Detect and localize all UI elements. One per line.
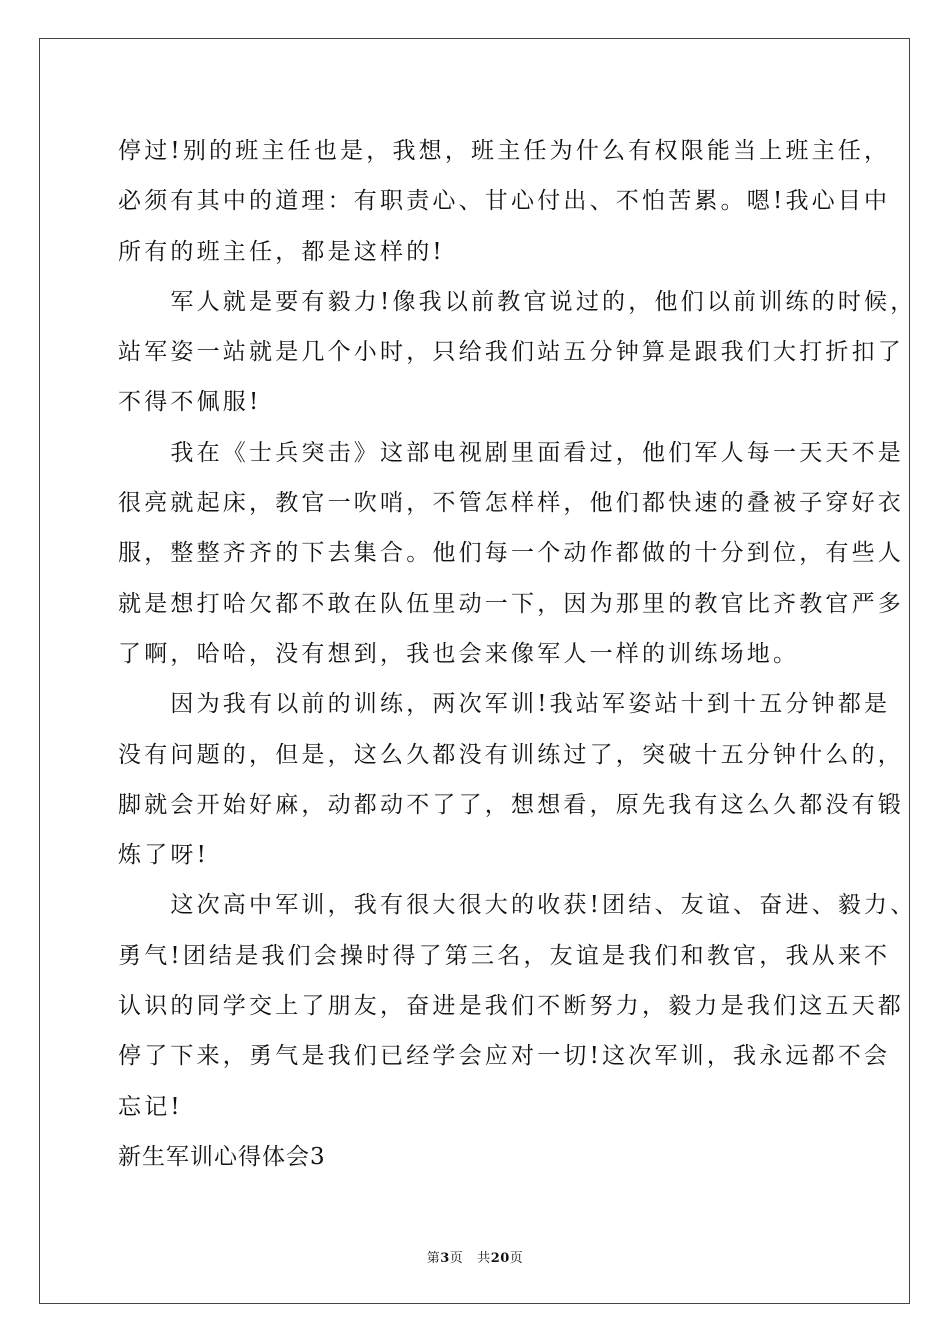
text-line: 认识的同学交上了朋友，奋进是我们不断努力，毅力是我们这五天都	[118, 993, 904, 1020]
text-line: 勇气!团结是我们会操时得了第三名，友谊是我们和教官，我从来不	[118, 942, 891, 969]
footer-prefix: 第	[426, 1251, 441, 1266]
text-line: 没有问题的，但是，这么久都没有训练过了，突破十五分钟什么的，	[118, 741, 904, 768]
text-line: 这次高中军训，我有很大很大的收获!团结、友谊、奋进、毅力、	[118, 892, 917, 919]
total-pages-number: 20	[490, 1251, 510, 1266]
document-body	[118, 126, 917, 1182]
text-line: 因为我有以前的训练，两次军训!我站军姿站十到十五分钟都是	[118, 691, 891, 718]
footer-total-prefix: 共	[477, 1251, 491, 1266]
footer-total-suffix: 页	[509, 1251, 524, 1266]
text-line: 停过!别的班主任也是，我想，班主任为什么有权限能当上班主任，	[118, 138, 891, 164]
text-line: 站军姿一站就是几个小时，只给我们站五分钟算是跟我们大打折扣了	[118, 339, 904, 366]
text-line: 必须有其中的道理：有职责心、甘心付出、不怕苦累。嗯!我心目中	[118, 188, 891, 215]
text-line: 就是想打哈欠都不敢在队伍里动一下，因为那里的教官比齐教官严多	[118, 590, 904, 617]
text-line: 忘记!	[118, 1093, 183, 1120]
section-heading: 新生军训心得体会3	[118, 1143, 326, 1170]
text-line: 不得不佩服!	[118, 389, 262, 416]
current-page-number: 3	[440, 1251, 450, 1266]
text-line: 很亮就起床，教官一吹哨，不管怎样样，他们都快速的叠被子穿好衣	[118, 490, 904, 517]
text-line: 脚就会开始好麻，动都动不了了，想想看，原先我有这么久都没有锻	[118, 791, 904, 818]
text-line: 军人就是要有毅力!像我以前教官说过的，他们以前训练的时候，	[118, 288, 917, 315]
text-line: 我在《士兵突击》这部电视剧里面看过，他们军人每一天天不是	[118, 439, 904, 466]
footer-page-suffix: 页	[449, 1251, 464, 1266]
text-line: 炼了呀!	[118, 842, 210, 869]
text-line: 服，整整齐齐的下去集合。他们每一个动作都做的十分到位，有些人	[118, 540, 904, 567]
text-line: 了啊，哈哈，没有想到，我也会来像军人一样的训练场地。	[118, 640, 800, 667]
page-footer	[0, 1247, 950, 1266]
text-line: 所有的班主任，都是这样的!	[118, 238, 445, 265]
text-line: 停了下来，勇气是我们已经学会应对一切!这次军训，我永远都不会	[118, 1043, 891, 1070]
